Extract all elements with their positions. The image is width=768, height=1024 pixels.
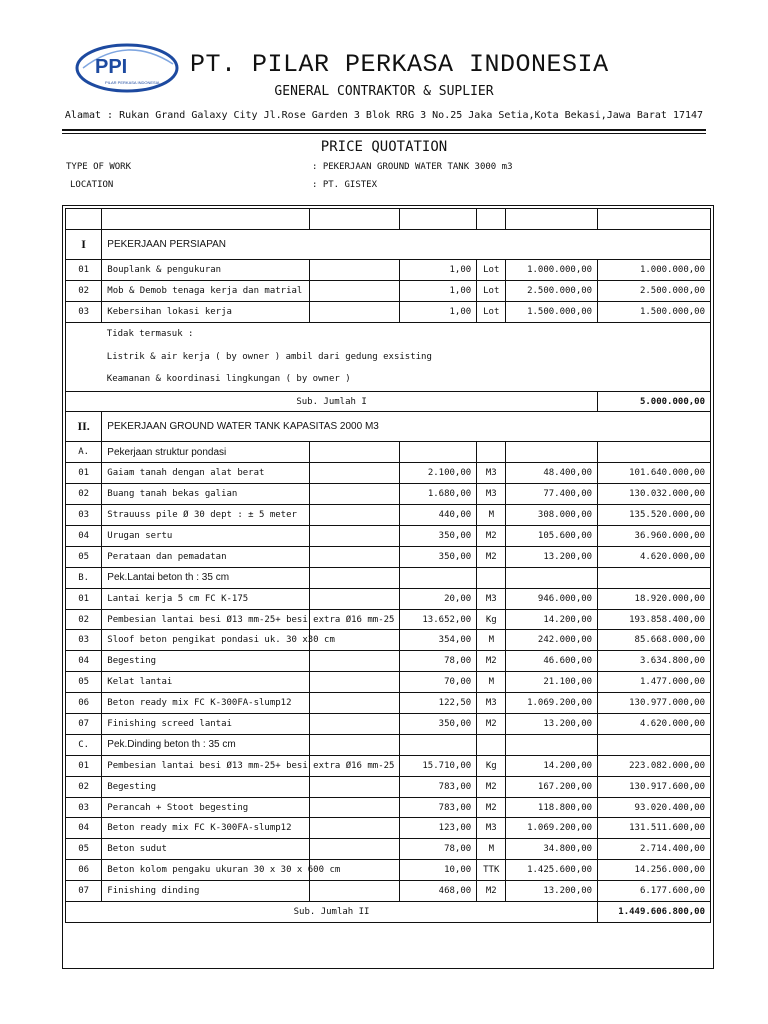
group-letter: B. bbox=[66, 567, 102, 588]
item-volume: 123,00 bbox=[399, 818, 477, 839]
item-total: 135.520.000,00 bbox=[598, 505, 711, 526]
item-unit-price: 1.069.200,00 bbox=[506, 693, 598, 714]
item-total: 1.000.000,00 bbox=[598, 259, 711, 280]
item-unit: M3 bbox=[477, 588, 506, 609]
note-row bbox=[66, 345, 711, 368]
item-total: 130.032.000,00 bbox=[598, 484, 711, 505]
type-of-work-label: TYPE OF WORK bbox=[66, 162, 132, 172]
item-number: 01 bbox=[66, 259, 102, 280]
item-row bbox=[66, 630, 711, 651]
item-number: 02 bbox=[66, 484, 102, 505]
item-volume: 10,00 bbox=[399, 860, 477, 881]
document-title: PRICE QUOTATION bbox=[320, 139, 448, 155]
note-spacer bbox=[66, 345, 102, 368]
item-number: 06 bbox=[66, 860, 102, 881]
item-total: 1.477.000,00 bbox=[598, 672, 711, 693]
empty-cell bbox=[506, 567, 598, 588]
item-unit-price: 1.500.000,00 bbox=[506, 301, 598, 322]
item-volume: 1,00 bbox=[399, 259, 477, 280]
item-total: 2.500.000,00 bbox=[598, 280, 711, 301]
table-header-row bbox=[66, 209, 711, 230]
item-volume: 13.652,00 bbox=[399, 609, 477, 630]
item-total: 4.620.000,00 bbox=[598, 546, 711, 567]
note-spacer bbox=[66, 368, 102, 391]
item-unit-price: 13.200,00 bbox=[506, 714, 598, 735]
item-description: Bouplank & pengukuran bbox=[102, 259, 310, 280]
item-spec bbox=[309, 526, 399, 547]
group-title: Pek.Dinding beton th : 35 cm bbox=[102, 734, 310, 755]
item-description: Beton ready mix FC K-300FA-slump12 bbox=[102, 818, 310, 839]
item-row bbox=[66, 818, 711, 839]
item-number: 03 bbox=[66, 630, 102, 651]
item-description: Buang tanah bekas galian bbox=[102, 484, 310, 505]
item-number: 03 bbox=[66, 505, 102, 526]
item-description: Beton sudut bbox=[102, 839, 310, 860]
item-unit: Kg bbox=[477, 755, 506, 776]
item-row bbox=[66, 280, 711, 301]
empty-cell bbox=[598, 567, 711, 588]
item-spec bbox=[309, 776, 399, 797]
item-row bbox=[66, 301, 711, 322]
item-volume: 78,00 bbox=[399, 651, 477, 672]
item-description: Kebersihan lokasi kerja bbox=[102, 301, 310, 322]
item-unit: Lot bbox=[477, 259, 506, 280]
item-row bbox=[66, 463, 711, 484]
note-row bbox=[66, 368, 711, 391]
item-number: 03 bbox=[66, 797, 102, 818]
item-number: 04 bbox=[66, 818, 102, 839]
group-title: Pek.Lantai beton th : 35 cm bbox=[102, 567, 310, 588]
note-row bbox=[66, 322, 711, 345]
item-description: Begesting bbox=[102, 776, 310, 797]
item-volume: 440,00 bbox=[399, 505, 477, 526]
item-unit: M3 bbox=[477, 463, 506, 484]
header-rule bbox=[62, 129, 706, 131]
item-volume: 354,00 bbox=[399, 630, 477, 651]
section-number: I bbox=[66, 229, 102, 259]
item-description: Urugan sertu bbox=[102, 526, 310, 547]
empty-cell bbox=[399, 567, 477, 588]
quotation-table bbox=[65, 208, 711, 923]
section-title: PEKERJAAN GROUND WATER TANK KAPASITAS 2000 M3 bbox=[102, 412, 711, 442]
item-unit-price: 1.425.600,00 bbox=[506, 860, 598, 881]
item-unit-price: 1.000.000,00 bbox=[506, 259, 598, 280]
item-unit-price: 46.600,00 bbox=[506, 651, 598, 672]
section-number: II. bbox=[66, 412, 102, 442]
item-volume: 350,00 bbox=[399, 714, 477, 735]
item-volume: 70,00 bbox=[399, 672, 477, 693]
item-spec bbox=[309, 818, 399, 839]
item-volume: 1,00 bbox=[399, 280, 477, 301]
item-spec bbox=[309, 797, 399, 818]
empty-cell bbox=[399, 734, 477, 755]
logo-small-text: PILAR PERKASA INDONESIA bbox=[105, 80, 160, 85]
item-number: 01 bbox=[66, 755, 102, 776]
item-number: 05 bbox=[66, 839, 102, 860]
item-number: 03 bbox=[66, 301, 102, 322]
item-unit: Lot bbox=[477, 301, 506, 322]
item-volume: 783,00 bbox=[399, 797, 477, 818]
empty-cell bbox=[598, 734, 711, 755]
item-unit-price: 13.200,00 bbox=[506, 881, 598, 902]
item-row bbox=[66, 588, 711, 609]
company-address: Alamat : Rukan Grand Galaxy City Jl.Rose Garden 3 Blok RRG 3 No.25 Jaka Setia,Kota Bekasi,Jawa Barat 17147 bbox=[64, 110, 704, 121]
item-number: 07 bbox=[66, 714, 102, 735]
item-volume: 20,00 bbox=[399, 588, 477, 609]
item-unit-price: 242.000,00 bbox=[506, 630, 598, 651]
item-description: Perataan dan pemadatan bbox=[102, 546, 310, 567]
empty-cell bbox=[309, 567, 399, 588]
item-row bbox=[66, 693, 711, 714]
item-total: 1.500.000,00 bbox=[598, 301, 711, 322]
item-total: 18.920.000,00 bbox=[598, 588, 711, 609]
item-row bbox=[66, 860, 711, 881]
item-total: 3.634.800,00 bbox=[598, 651, 711, 672]
item-number: 01 bbox=[66, 463, 102, 484]
group-header-row bbox=[66, 567, 711, 588]
item-description: Mob & Demob tenaga kerja dan matrial bbox=[102, 280, 310, 301]
empty-cell bbox=[309, 442, 399, 463]
item-unit-price: 77.400,00 bbox=[506, 484, 598, 505]
item-description: Gaiam tanah dengan alat berat bbox=[102, 463, 310, 484]
item-volume: 1,00 bbox=[399, 301, 477, 322]
item-spec bbox=[309, 693, 399, 714]
item-total: 131.511.600,00 bbox=[598, 818, 711, 839]
item-row bbox=[66, 651, 711, 672]
item-unit-price: 308.000,00 bbox=[506, 505, 598, 526]
item-unit: M bbox=[477, 630, 506, 651]
item-unit: M3 bbox=[477, 484, 506, 505]
item-unit-price: 48.400,00 bbox=[506, 463, 598, 484]
item-spec bbox=[309, 651, 399, 672]
item-total: 85.668.000,00 bbox=[598, 630, 711, 651]
item-total: 4.620.000,00 bbox=[598, 714, 711, 735]
item-unit-price: 14.200,00 bbox=[506, 755, 598, 776]
section-header-row bbox=[66, 229, 711, 259]
item-spec bbox=[309, 259, 399, 280]
item-number: 05 bbox=[66, 672, 102, 693]
item-number: 02 bbox=[66, 609, 102, 630]
company-name: PT. PILAR PERKASA INDONESIA bbox=[190, 50, 609, 79]
item-row bbox=[66, 776, 711, 797]
note-spacer bbox=[66, 322, 102, 345]
item-spec bbox=[309, 301, 399, 322]
item-description: Strauuss pile Ø 30 dept : ± 5 meter bbox=[102, 505, 310, 526]
item-unit: TTK bbox=[477, 860, 506, 881]
item-unit: M3 bbox=[477, 818, 506, 839]
item-row bbox=[66, 714, 711, 735]
subtotal-value: 1.449.606.800,00 bbox=[598, 902, 711, 923]
item-number: 05 bbox=[66, 546, 102, 567]
item-volume: 1.680,00 bbox=[399, 484, 477, 505]
subtotal-label: Sub. Jumlah I bbox=[66, 391, 598, 412]
item-total: 2.714.400,00 bbox=[598, 839, 711, 860]
item-unit: M bbox=[477, 505, 506, 526]
item-description: Finishing screed lantai bbox=[102, 714, 310, 735]
item-unit-price: 105.600,00 bbox=[506, 526, 598, 547]
item-number: 02 bbox=[66, 280, 102, 301]
item-row bbox=[66, 755, 711, 776]
company-subtitle: GENERAL CONTRAKTOR & SUPLIER bbox=[274, 84, 494, 99]
empty-cell bbox=[477, 567, 506, 588]
item-unit-price: 2.500.000,00 bbox=[506, 280, 598, 301]
item-unit: M2 bbox=[477, 546, 506, 567]
item-number: 07 bbox=[66, 881, 102, 902]
group-letter: C. bbox=[66, 734, 102, 755]
item-description: Beton kolom pengaku ukuran 30 x 30 x 600 cm bbox=[102, 860, 310, 881]
location-label: LOCATION bbox=[70, 180, 114, 190]
subtotal-row bbox=[66, 391, 711, 412]
item-unit: M3 bbox=[477, 693, 506, 714]
item-volume: 78,00 bbox=[399, 839, 477, 860]
item-unit-price: 1.069.200,00 bbox=[506, 818, 598, 839]
item-number: 01 bbox=[66, 588, 102, 609]
section-header-row bbox=[66, 412, 711, 442]
item-total: 6.177.600,00 bbox=[598, 881, 711, 902]
item-description: Finishing dinding bbox=[102, 881, 310, 902]
item-total: 36.960.000,00 bbox=[598, 526, 711, 547]
item-unit: M2 bbox=[477, 776, 506, 797]
item-description: Perancah + Stoot begesting bbox=[102, 797, 310, 818]
item-description: Beton ready mix FC K-300FA-slump12 bbox=[102, 693, 310, 714]
item-description: Lantai kerja 5 cm FC K-175 bbox=[102, 588, 310, 609]
empty-cell bbox=[477, 734, 506, 755]
item-unit: M2 bbox=[477, 526, 506, 547]
item-spec bbox=[309, 546, 399, 567]
item-spec bbox=[309, 672, 399, 693]
note-text: Tidak termasuk : bbox=[102, 322, 711, 345]
group-header-row bbox=[66, 734, 711, 755]
item-volume: 350,00 bbox=[399, 526, 477, 547]
item-row bbox=[66, 505, 711, 526]
subtotal-row bbox=[66, 902, 711, 923]
item-number: 06 bbox=[66, 693, 102, 714]
item-description: Pembesian lantai besi Ø13 mm-25+ besi extra Ø16 mm-25 bbox=[102, 755, 310, 776]
item-unit: M2 bbox=[477, 714, 506, 735]
item-unit-price: 946.000,00 bbox=[506, 588, 598, 609]
item-total: 193.858.400,00 bbox=[598, 609, 711, 630]
item-unit: Lot bbox=[477, 280, 506, 301]
item-total: 130.977.000,00 bbox=[598, 693, 711, 714]
item-row bbox=[66, 546, 711, 567]
empty-cell bbox=[399, 442, 477, 463]
item-total: 14.256.000,00 bbox=[598, 860, 711, 881]
empty-cell bbox=[598, 442, 711, 463]
group-title: Pekerjaan struktur pondasi bbox=[102, 442, 310, 463]
item-spec bbox=[309, 280, 399, 301]
item-volume: 350,00 bbox=[399, 546, 477, 567]
type-of-work-value: : PEKERJAAN GROUND WATER TANK 3000 m3 bbox=[312, 162, 513, 172]
item-description: Begesting bbox=[102, 651, 310, 672]
item-total: 130.917.600,00 bbox=[598, 776, 711, 797]
item-volume: 2.100,00 bbox=[399, 463, 477, 484]
item-number: 04 bbox=[66, 526, 102, 547]
subtotal-label: Sub. Jumlah II bbox=[66, 902, 598, 923]
item-row bbox=[66, 839, 711, 860]
item-unit-price: 118.800,00 bbox=[506, 797, 598, 818]
item-description: Kelat lantai bbox=[102, 672, 310, 693]
item-unit: M bbox=[477, 839, 506, 860]
subtotal-value: 5.000.000,00 bbox=[598, 391, 711, 412]
item-spec bbox=[309, 714, 399, 735]
item-unit-price: 34.800,00 bbox=[506, 839, 598, 860]
item-number: 04 bbox=[66, 651, 102, 672]
item-spec bbox=[309, 881, 399, 902]
item-description: Sloof beton pengikat pondasi uk. 30 x30 cm bbox=[102, 630, 310, 651]
item-volume: 783,00 bbox=[399, 776, 477, 797]
empty-cell bbox=[477, 442, 506, 463]
item-spec bbox=[309, 839, 399, 860]
item-total: 223.082.000,00 bbox=[598, 755, 711, 776]
item-row bbox=[66, 881, 711, 902]
item-volume: 468,00 bbox=[399, 881, 477, 902]
item-total: 101.640.000,00 bbox=[598, 463, 711, 484]
item-spec bbox=[309, 588, 399, 609]
item-number: 02 bbox=[66, 776, 102, 797]
item-unit-price: 167.200,00 bbox=[506, 776, 598, 797]
item-unit: M2 bbox=[477, 651, 506, 672]
item-unit: M2 bbox=[477, 797, 506, 818]
item-unit-price: 21.100,00 bbox=[506, 672, 598, 693]
item-spec bbox=[309, 463, 399, 484]
item-row bbox=[66, 259, 711, 280]
note-text: Keamanan & koordinasi lingkungan ( by owner ) bbox=[102, 368, 711, 391]
item-unit: M bbox=[477, 672, 506, 693]
empty-cell bbox=[309, 734, 399, 755]
item-volume: 122,50 bbox=[399, 693, 477, 714]
item-unit-price: 14.200,00 bbox=[506, 609, 598, 630]
logo-text: PPI bbox=[95, 56, 128, 78]
location-value: : PT. GISTEX bbox=[312, 180, 378, 190]
item-spec bbox=[309, 505, 399, 526]
item-total: 93.020.400,00 bbox=[598, 797, 711, 818]
item-row bbox=[66, 484, 711, 505]
item-volume: 15.710,00 bbox=[399, 755, 477, 776]
header-rule-thin bbox=[62, 133, 706, 134]
quotation-table-frame bbox=[62, 205, 714, 969]
empty-cell bbox=[506, 442, 598, 463]
note-text: Listrik & air kerja ( by owner ) ambil dari gedung exsisting bbox=[102, 345, 711, 368]
item-unit: Kg bbox=[477, 609, 506, 630]
item-unit-price: 13.200,00 bbox=[506, 546, 598, 567]
item-row bbox=[66, 609, 711, 630]
item-row bbox=[66, 526, 711, 547]
item-spec bbox=[309, 484, 399, 505]
item-row bbox=[66, 797, 711, 818]
item-row bbox=[66, 672, 711, 693]
item-unit: M2 bbox=[477, 881, 506, 902]
item-description: Pembesian lantai besi Ø13 mm-25+ besi extra Ø16 mm-25 bbox=[102, 609, 310, 630]
empty-cell bbox=[506, 734, 598, 755]
section-title: PEKERJAAN PERSIAPAN bbox=[102, 229, 711, 259]
group-header-row bbox=[66, 442, 711, 463]
group-letter: A. bbox=[66, 442, 102, 463]
